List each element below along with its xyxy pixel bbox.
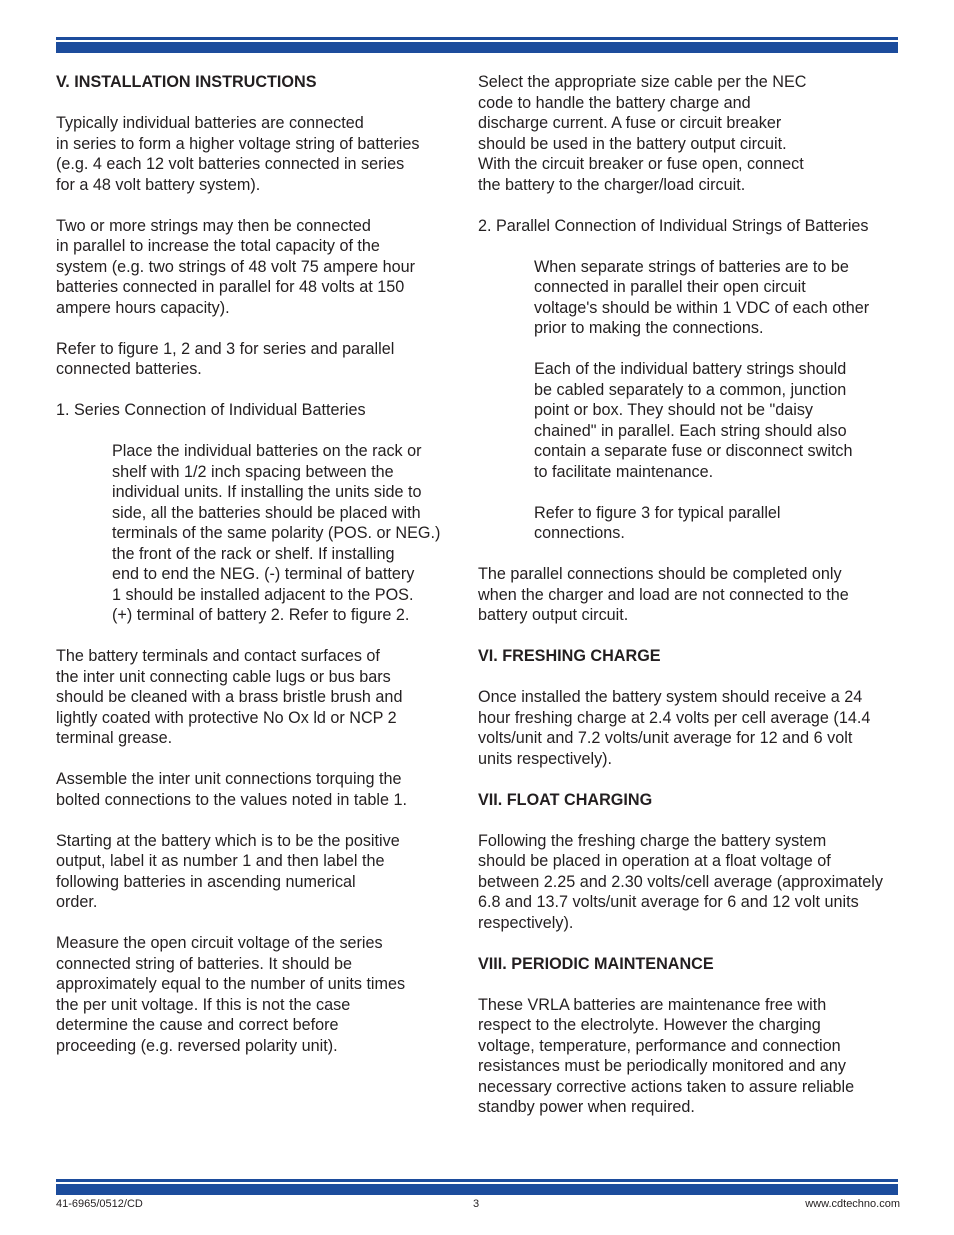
- section-heading-periodic-maintenance: VIII. PERIODIC MAINTENANCE: [478, 954, 714, 973]
- indented-paragraph: Place the individual batteries on the rack or shelf with 1/2 inch spacing between the individual units. If installing the units side to side, all the batteries should be placed with terminals of the same polarity (POS. or NEG.) the front of the rack or shelf. If installing end to end the NEG. (-) terminal of battery 1 should be installed adjacent to the POS. (+) terminal of battery 2. Refer to figure 2.: [112, 442, 441, 624]
- section-heading-float-charging: VII. FLOAT CHARGING: [478, 790, 653, 809]
- footer-doc-number: 41-6965/0512/CD: [56, 1198, 143, 1210]
- header-rule: [56, 37, 898, 53]
- paragraph: These VRLA batteries are maintenance free with respect to the electrolyte. However the charging voltage, temperature, performance and connection resistances must be periodically monitored and any necessary corrective actions taken to assure reliable standby power when required.: [478, 995, 855, 1116]
- footer-page-number: 3: [473, 1198, 480, 1210]
- indented-paragraph: Each of the individual battery strings should be cabled separately to a common, junction point or box. They should not be "daisy chained" in parallel. Each string should also contain a separate fuse or disconnect switch to facilitate maintenance.: [534, 360, 853, 481]
- paragraph: Assemble the inter unit connections torquing the bolted connections to the values noted in table 1.: [56, 770, 407, 809]
- paragraph: Once installed the battery system should receive a 24 hour freshing charge at 2.4 volts per cell average (14.4 volts/unit and 7.2 volts/unit average for 12 and 6 volt units respectively).: [478, 688, 871, 768]
- paragraph: Typically individual batteries are connected in series to form a higher voltage string of batteries (e.g. 4 each 12 volt batteries connected in series for a 48 volt battery system).: [56, 114, 420, 194]
- paragraph: Refer to figure 1, 2 and 3 for series and parallel connected batteries.: [56, 339, 395, 378]
- paragraph: The parallel connections should be completed only when the charger and load are not connected to the battery output circuit.: [478, 565, 849, 624]
- paragraph: Select the appropriate size cable per the NEC code to handle the battery charge and discharge current. A fuse or circuit breaker should be used in the battery output circuit. With the circuit breaker or fuse open, connect the battery to the charger/load circuit.: [478, 73, 807, 194]
- paragraph: Two or more strings may then be connected in parallel to increase the total capacity of the system (e.g. two strings of 48 volt 75 ampere hour batteries connected in parallel for 48 volts at 150 ampere hours capacity).: [56, 216, 415, 317]
- right-column: [478, 72, 898, 1138]
- footer-website: www.cdtechno.com: [805, 1198, 900, 1210]
- footer-rule: [56, 1179, 898, 1195]
- section-heading-freshing-charge: VI. FRESHING CHARGE: [478, 647, 661, 665]
- subheading-parallel-connection: 2. Parallel Connection of Individual Strings of Batteries: [478, 216, 869, 235]
- left-column: [56, 72, 448, 1077]
- subheading-series-connection: 1. Series Connection of Individual Batteries: [56, 401, 366, 419]
- section-heading-installation: V. INSTALLATION INSTRUCTIONS: [56, 73, 317, 91]
- paragraph: Measure the open circuit voltage of the series connected string of batteries. It should be approximately equal to the number of units times the per unit voltage. If this is not the case determine the cause and correct before proceeding (e.g. reversed polarity unit).: [56, 934, 406, 1055]
- paragraph: Following the freshing charge the battery system should be placed in operation at a float voltage of between 2.25 and 2.30 volts/cell average (approximately 6.8 and 13.7 volts/unit average for 6 and 12 volt units respectively).: [478, 831, 883, 932]
- indented-paragraph: Refer to figure 3 for typical parallel connections.: [534, 503, 781, 542]
- indented-paragraph: When separate strings of batteries are to be connected in parallel their open circuit voltage's should be within 1 VDC of each other prior to making the connections.: [534, 257, 870, 337]
- paragraph: The battery terminals and contact surfaces of the inter unit connecting cable lugs or bus bars should be cleaned with a brass bristle brush and lightly coated with protective No Ox ld or NCP 2 terminal grease.: [56, 647, 403, 747]
- paragraph: Starting at the battery which is to be the positive output, label it as number 1 and then label the following batteries in ascending numerical order.: [56, 831, 400, 911]
